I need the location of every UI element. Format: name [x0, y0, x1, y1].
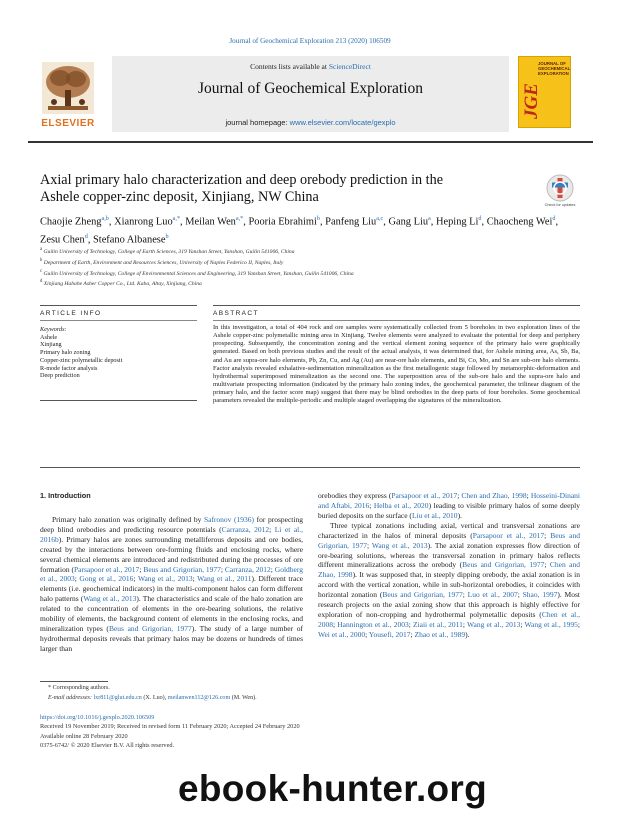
body-text: ;: [544, 530, 551, 540]
article-info-bottom-rule: [40, 400, 197, 401]
cover-logo: JGE: [521, 83, 542, 119]
citation-link[interactable]: Wang et al., 2013: [467, 619, 521, 629]
masthead-rule: [28, 141, 593, 143]
keyword: Ashele: [40, 333, 58, 341]
affiliation: [40, 268, 580, 279]
email-link-2[interactable]: meilanwen112@126.com: [167, 694, 231, 701]
author-affiliation-marker[interactable]: d: [478, 215, 482, 222]
author-affiliation-marker[interactable]: a,*: [172, 215, 181, 222]
affiliation: [40, 257, 580, 268]
homepage-line: [112, 118, 509, 127]
citation-link[interactable]: Hosseini-Dinani and Aftabi, 2016: [318, 491, 580, 510]
journal-cover-thumbnail[interactable]: [518, 56, 571, 128]
citation-link[interactable]: Chen and Zhao, 1998: [318, 560, 580, 580]
intro-paragraph-2: [318, 521, 580, 640]
body-text: for prospecting deep blind orebodies and predicting resource potentials (: [40, 514, 303, 534]
journal-panel: [112, 56, 509, 132]
body-text: ;: [520, 619, 525, 629]
affiliation-text: Department of Earth, Environment and Resources Sciences, University of Naples Federico II, Naples, Italy: [42, 259, 284, 266]
body-text: ;: [462, 619, 468, 629]
author-affiliation-marker[interactable]: d: [84, 232, 88, 240]
author-affiliation-marker[interactable]: d: [552, 215, 556, 222]
author-affiliation-marker[interactable]: a,b: [101, 215, 109, 222]
crossmark-icon[interactable]: [546, 174, 574, 204]
intro-paragraph-1-continued: [318, 491, 580, 521]
keyword: Copper-zinc polymetallic deposit: [40, 356, 123, 364]
article-info-heading-rule: [40, 320, 197, 321]
email-line: [40, 694, 440, 704]
citation-link[interactable]: Wang et al., 2011: [197, 574, 252, 584]
body-text: Primary halo zonation was originally defined by: [52, 514, 204, 524]
citation-link[interactable]: Goldberg et al., 2003: [40, 564, 303, 584]
citation-link[interactable]: Helba et al., 2020: [373, 500, 429, 510]
author-name[interactable]: Meilan Wen: [185, 216, 236, 228]
body-text: ;: [526, 491, 531, 500]
body-text: ;: [139, 564, 144, 574]
body-text: ;: [365, 629, 369, 639]
body-text: ;: [369, 500, 374, 510]
keywords-block: [40, 326, 197, 380]
citation-link[interactable]: Carranza, 2012: [221, 524, 270, 534]
citation-link[interactable]: Hannington et al., 2003: [337, 619, 409, 629]
body-column-left: [40, 491, 303, 654]
article-title: Axial primary halo characterization and deep orebody prediction in the Ashele copper-zinc deposit, Xinjiang, NW China: [40, 172, 443, 205]
keyword: R-mode factor analysis: [40, 364, 98, 372]
body-text: ). Primary halos are zones surrounding metalliferous deposits and ore bodies, created by the interactions between ore-forming fluids and enclosing rocks, where several chemical elements are introduced and redistributed during the processes of ore formation (: [40, 534, 303, 574]
body-text: ). The axial zonation expresses flow direction of ore-bearing solutions, whereas the transversal zonation in primary halos reflects different mineralizations across the orebody (: [318, 540, 580, 570]
citation-link[interactable]: Parsapoor et al., 2017: [391, 491, 458, 500]
body-text: ).: [465, 629, 470, 639]
author-affiliation-marker[interactable]: a,c: [376, 215, 384, 222]
citation-link[interactable]: Luo et al., 2007: [467, 590, 518, 600]
citation-link[interactable]: Liu et al., 2010: [411, 510, 458, 520]
affiliation-list: [40, 246, 580, 289]
article-info-heading: ARTICLE INFO: [40, 310, 102, 317]
body-text: ) leading to visible primary halos of some deeply buried deposits on the surface (: [318, 500, 580, 520]
citation-link[interactable]: Beus and Grigorian, 1977: [318, 530, 580, 550]
abstract-text: In this investigation, a total of 404 rock and ore samples were systematically collected from 5 boreholes in two exploration lines of the Ashele copper-zinc polymetallic mining area in Xinjiang. Twelve elements were analyzed to evaluate the potential for deep and periphery prospecting. Subsequently, the concentration zoning and the vertical element zoning sequence of the primary halo were graphically generated. Based on both previous studies and the result of the actual analysis, it was determined that, for Ashele mining area, As, Sb, Ba, and Au are supra-ore halo elements, Pb, Zn, Cu, and Ag (Au) are near-ore halo elements, and Bi, Co, Mo, and Sn are sub-ore halo elements. Factor analysis revealed exhalative-sedimentation mineralization as the first metallogenic stage followed by metamorphic-deformation and hydrothermal superimposed mineralization as the second one. The superposition area of the sub-ore halo and the supra-ore halo and multivariate prospecting information (indicated by the primary halo zoning index, the geochemical parameter, the trilinear diagram of the primary halo, and the factor score map) suggest that there may be blind orebodies in the deep parts of four boreholes. Some geochemical parameters revealed the multiple-periodic and multiple staged overlapping the signatures of the mineralization.: [213, 324, 580, 405]
body-text: ;: [410, 629, 415, 639]
citation-link[interactable]: Wang et al., 2013: [371, 540, 428, 550]
author-name[interactable]: Zesu Chen: [40, 234, 85, 246]
author-affiliation-marker[interactable]: b: [316, 215, 320, 222]
body-text: ;: [269, 524, 275, 534]
citation-link[interactable]: Wang et al., 1995: [524, 619, 578, 629]
author-name[interactable]: Chaojie Zheng: [40, 216, 102, 228]
keyword-list: [40, 334, 197, 380]
body-text: ;: [133, 574, 138, 584]
citation-link[interactable]: Li et al., 2016b: [40, 524, 303, 544]
citation-link[interactable]: Zhao et al., 1989: [414, 629, 466, 639]
keyword: Xinjiang: [40, 341, 62, 349]
affiliation-key: a: [40, 247, 43, 252]
elsevier-logo[interactable]: [28, 56, 108, 132]
received-dates: Received 19 November 2019; Received in revised form 11 February 2020; Accepted 24 February 2020: [40, 723, 300, 731]
citation-link[interactable]: Beus and Grigorian, 1977: [143, 564, 221, 574]
body-column-right: [318, 491, 580, 640]
citation-link[interactable]: Safronov (1936): [203, 514, 255, 524]
sciencedirect-link[interactable]: ScienceDirect: [328, 62, 371, 71]
corresponding-authors-note: * Corresponding authors.: [48, 685, 110, 691]
abstract-heading: ABSTRACT: [213, 310, 259, 317]
citation-link[interactable]: Wang et al., 2013: [83, 594, 137, 604]
footnote-rule: [40, 681, 108, 682]
author-affiliation-marker[interactable]: a,*: [235, 215, 244, 222]
article-info-top-rule: [40, 305, 197, 306]
affiliation-text: Xinjiang Habahe Asher Copper Co., Ltd. Kaba, Altay, Xinjiang, China: [42, 281, 202, 288]
body-text: ;: [457, 491, 462, 500]
body-text: ). The characteristics and scale of the halo zonation are related to the concentration of elements in the ore-bearing solutions, the relative mobility of elements, the background content of elements in the enclosing rocks, and mineralization types (: [40, 594, 303, 634]
citation-link[interactable]: Beus and Grigorian, 1977: [462, 560, 545, 570]
citation-link[interactable]: Yousefi, 2017: [368, 629, 411, 639]
citation-link[interactable]: Beus and Grigorian, 1977: [108, 624, 192, 634]
body-text: ;: [577, 619, 580, 629]
body-text: ;: [408, 619, 413, 629]
affiliation: [40, 278, 580, 289]
citation-link[interactable]: Shao, 1997: [522, 590, 558, 600]
body-text: ;: [270, 564, 275, 574]
introduction-heading: 1. Introduction: [40, 491, 91, 500]
citation-link[interactable]: Wang et al., 2013: [137, 574, 193, 584]
citation-link[interactable]: Beus and Grigorian, 1977: [382, 590, 463, 600]
homepage-prefix: journal homepage:: [225, 118, 290, 127]
citation-link[interactable]: Parsapoor et al., 2017: [74, 564, 140, 574]
front-matter-bottom-rule: [40, 467, 580, 468]
affiliation-key: d: [40, 279, 43, 285]
body-text: ). Most research projects on the axial zoning show that this approach is highly effective for exploration of non-cropping and hydrothermal polymetallic deposits (: [318, 590, 580, 620]
citation-link[interactable]: Chen et al., 2008: [318, 610, 580, 629]
author-list: Chaojie Zheng$^{a,b}$, Xianrong Luo$^{a,*}$, Meilan Wen$^{a,*}$, Pooria Ebrahimi$^b$, Panfeng Liu$^{a,c}$, Gang Liu$^a$, Heping Li$^d$, Chaocheng Wei$^d$, Zesu Chen$^d$, Stefano Albanese$^b$: [40, 215, 559, 246]
body-text: ;: [192, 574, 198, 584]
email-link-1[interactable]: lxr811@glut.edu.cn: [93, 694, 142, 701]
body-text: ;: [462, 590, 468, 600]
body-text: ).: [457, 510, 462, 520]
footnote: [40, 684, 440, 703]
elsevier-tree-icon: [42, 62, 94, 114]
body-text: ). Different trace elements (i.e. geochemical indicators) in the multi-component halos can form different halo patterns (: [40, 574, 303, 604]
body-text: ;: [366, 540, 372, 550]
online-date: Available online 28 February 2020: [40, 732, 128, 740]
crossmark-label: Check for updates: [544, 203, 576, 207]
watermark: ebook-hunter.org: [178, 768, 488, 809]
body-text: ). It was supposed that, in steeply dipping orebody, the axial zonation is in accord with the vertical zonation, while in sub-horizontal orebodies, it coincides with horizontal zonation (: [318, 570, 581, 600]
journal-name: Journal of Geochemical Exploration: [197, 80, 424, 97]
author-name[interactable]: Panfeng Liu: [325, 216, 377, 228]
keyword: Deep prediction: [40, 372, 80, 380]
body-text: Three typical zonations including axial, vertical and transversal zonations are characterized in the halos of mineral deposits (: [318, 520, 580, 540]
copyright-line: 0375-6742/ © 2020 Elsevier B.V. All rights reserved.: [40, 741, 175, 749]
body-text: ;: [74, 574, 80, 584]
citation-link[interactable]: Gong et al., 2016: [79, 574, 134, 584]
contents-line: [112, 62, 509, 71]
body-text: ;: [517, 590, 523, 600]
contents-prefix: Contents lists available at: [250, 62, 329, 71]
keyword: Primary halo zoning: [40, 349, 91, 357]
doi-link[interactable]: https://doi.org/10.1016/j.gexplo.2020.106509: [40, 714, 155, 721]
citation-link[interactable]: Ziaii et al., 2011: [412, 619, 463, 629]
journal-citation[interactable]: Journal of Geochemical Exploration 213 (2020) 106509: [229, 37, 391, 45]
email-label: E-mail addresses:: [48, 694, 94, 701]
affiliation-key: c: [40, 268, 43, 274]
citation-link[interactable]: Carranza, 2012: [224, 564, 271, 574]
affiliation-text: Guilin University of Technology, College of Environmental Sciences and Engineering, 319 Yanshan Street, Yanshan, Guilin 541006, China: [42, 270, 354, 277]
citation-link[interactable]: Chen and Zhao, 1998: [461, 491, 527, 500]
body-text: ). The study of a large number of hydrothermal deposits reveals that primary halos may be dozens or hundreds of times larger than: [40, 624, 303, 653]
body-text: ;: [220, 564, 225, 574]
author-name[interactable]: Pooria Ebrahimi: [248, 216, 317, 228]
masthead: [28, 56, 593, 139]
abstract-heading-rule: [213, 320, 580, 321]
author-name[interactable]: Chaocheng Wei: [486, 216, 553, 228]
author-name[interactable]: Heping Li: [436, 216, 479, 228]
affiliation: [40, 246, 580, 257]
citation-link[interactable]: Wei et al., 2000: [318, 629, 366, 639]
email-owner-1: (X. Luo),: [141, 694, 168, 701]
homepage-link[interactable]: www.elsevier.com/locate/gexplo: [289, 118, 396, 127]
author-name[interactable]: Stefano Albanese: [93, 234, 166, 246]
citation-link[interactable]: Parsapoor et al., 2017: [472, 530, 545, 540]
author-name[interactable]: Gang Liu: [388, 216, 429, 228]
affiliation-text: Guilin University of Technology, College of Earth Sciences, 319 Yanshan Street, Yanshan, Guilin 541006, China: [42, 248, 295, 255]
author-affiliation-marker[interactable]: a: [428, 215, 431, 222]
cover-title: JOURNAL OF GEOCHEMICAL EXPLORATION: [538, 61, 571, 77]
author-name[interactable]: Xianrong Luo: [114, 216, 173, 228]
intro-paragraph-1: [40, 515, 303, 654]
article-meta: [40, 713, 460, 750]
affiliation-key: b: [40, 257, 43, 263]
publisher-logo-text: ELSEVIER: [41, 118, 95, 129]
keywords-label: Keywords:: [40, 326, 67, 333]
author-affiliation-marker[interactable]: b: [165, 232, 169, 240]
body-text: ;: [544, 560, 550, 570]
body-text: orebodies they express (: [318, 491, 392, 500]
email-owner-2: (M. Wen).: [230, 694, 257, 701]
body-text: ;: [333, 619, 338, 629]
abstract-top-rule: [213, 305, 580, 306]
